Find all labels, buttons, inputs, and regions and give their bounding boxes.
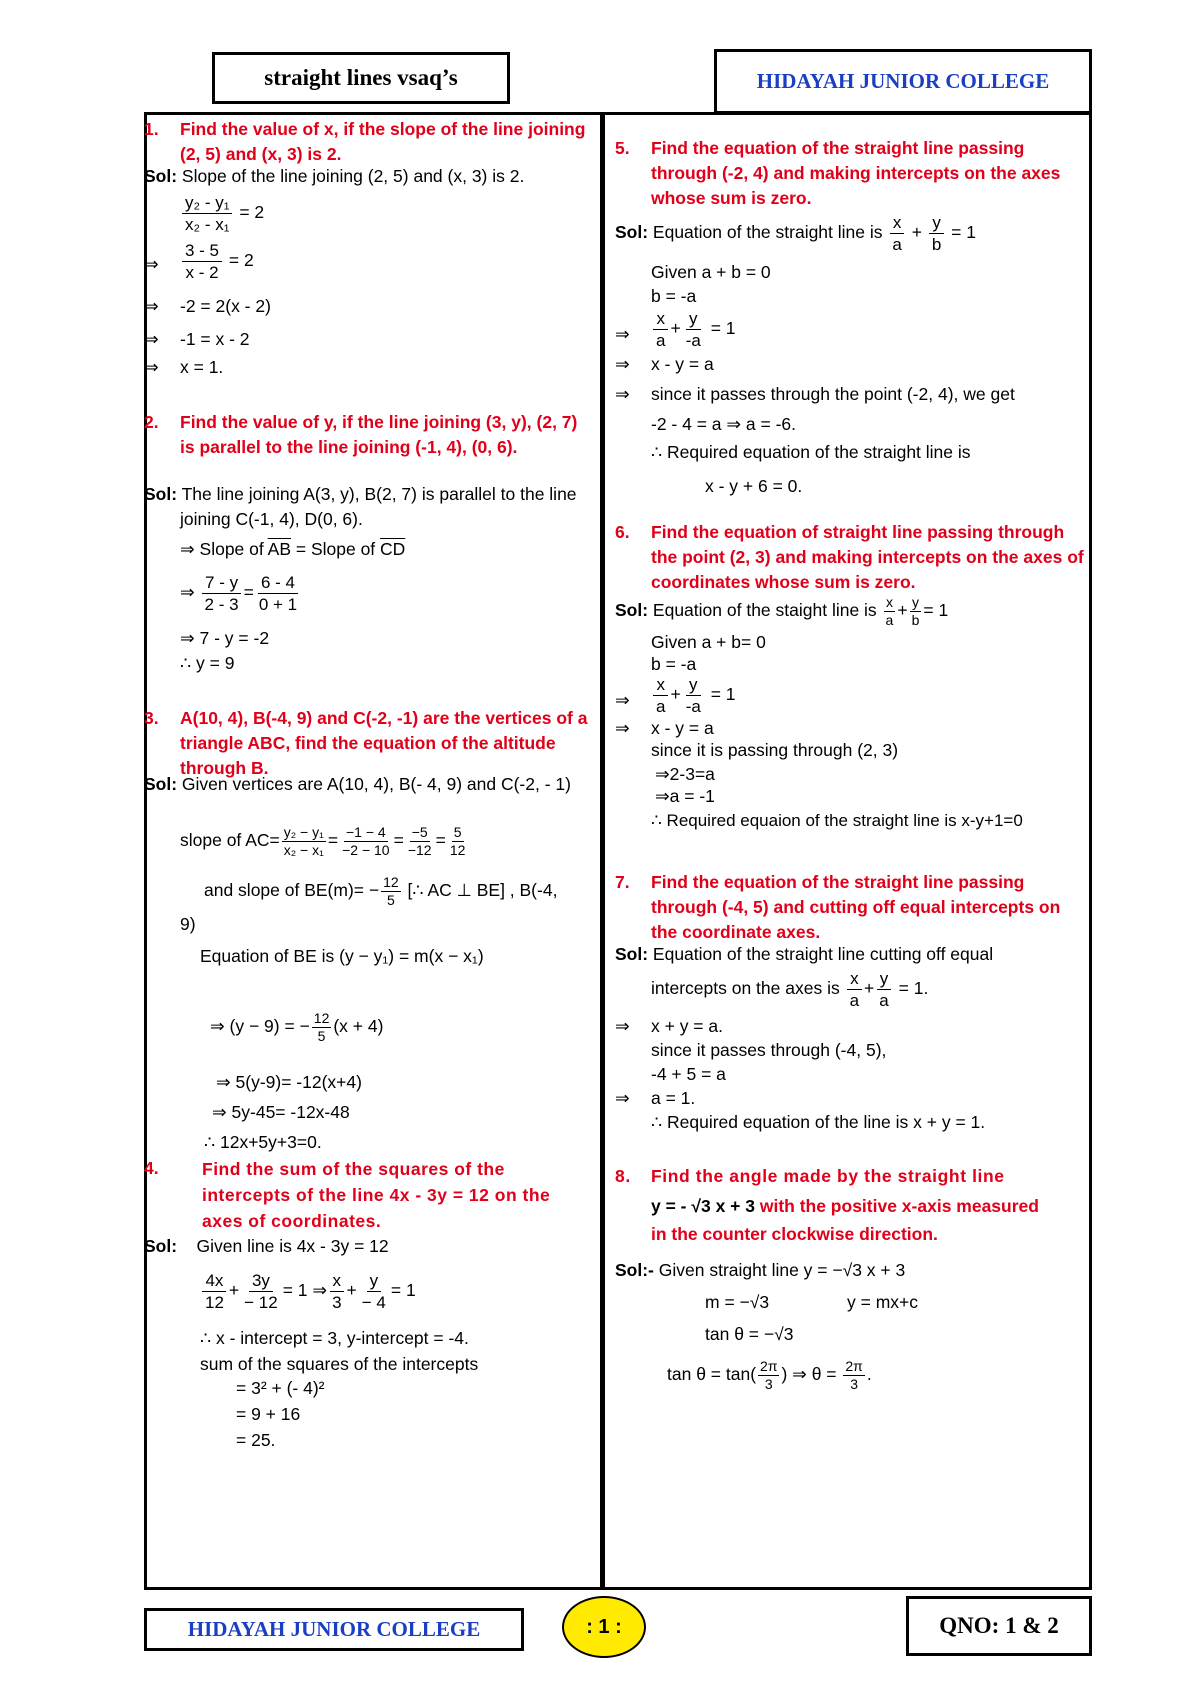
final-answer: ∴ Required equation of the line is x + y = 1. [651, 1112, 986, 1132]
question-3-text: A(10, 4), B(-4, 9) and C(-2, -1) are the vertices of a triangle ABC, find the equation of the altitude through B. [180, 708, 588, 778]
college-name-footer: HIDAYAH JUNIOR COLLEGE [144, 1608, 524, 1651]
step-line: x - y = a [651, 354, 714, 374]
step-line: ⇒ 7 - y = -2 [180, 628, 270, 648]
page-title: straight lines vsaq’s [212, 52, 510, 104]
intercept-substitution: $\frac{x}{a}$ + $\frac{y}{-a}$ = 1 [651, 308, 736, 351]
solution-2-intro: Sol: The line joining A(3, y), B(2, 7) is parallel to the line joining C(-1, 4), D(0, 6). [144, 484, 577, 529]
solution-7-intro: Sol: Equation of the straight line cutting off equal [615, 944, 994, 964]
step-line: = 3² + (- 4)² [236, 1378, 325, 1398]
question-8-text: Find the angle made by the straight line [651, 1166, 1005, 1186]
solution-1-intro: Sol: Slope of the line joining (2, 5) and (x, 3) is 2. [144, 166, 525, 186]
intercept-substitution: $\frac{x}{a}$ + $\frac{y}{-a}$ = 1 [651, 674, 736, 717]
slope-formula: $\frac{\text{y₂ - y₁}}{\text{x₂ - x₁}}$ = 2 [180, 192, 264, 235]
step-line: ∴ y = 9 [180, 653, 235, 673]
implies-arrow: ⇒ [144, 254, 159, 274]
step-line: sum of the squares of the intercepts [200, 1354, 479, 1374]
question-7-text: Find the equation of the straight line passing through (-4, 5) and cutting off equal intercepts on the coordinate axes. [651, 872, 1061, 942]
step-line: since it passes through the point (-2, 4), we get [651, 384, 1015, 404]
slope-m: m = −√3 [705, 1292, 770, 1312]
step-line: x - y = a [651, 718, 714, 738]
final-answer: ∴ Required equaion of the straight line is x-y+1=0 [651, 811, 1023, 830]
step-line: since it is passing through (2, 3) [651, 740, 899, 760]
equal-intercept-form: intercepts on the axes is $\frac{x}{a}$ + $\frac{y}{a}$ = 1. [651, 969, 929, 1010]
implies-arrow: ⇒ [615, 718, 630, 738]
solution-4-intro: Sol: Given line is 4x - 3y = 12 [144, 1236, 389, 1256]
solution-6-intro: Sol: Equation of the staight line is $\frac{x}{a}$ + $\frac{y}{b}$ = 1 [615, 594, 949, 628]
slope-equation: ⇒ $\frac{7 - y}{2 - 3}$ = $\frac{6 - 4}{0 + 1}$ [180, 573, 298, 614]
question-4-text: Find the sum of the squares of the intercepts of the line 4x - 3y = 12 on the axes of coordinates. [202, 1159, 551, 1231]
solution-8-intro: Sol:- Given straight line y = −√3 x + 3 [615, 1260, 906, 1280]
question-number: 3. [144, 708, 159, 728]
implies-arrow: ⇒ [615, 384, 630, 404]
equation-be: Equation of BE is (y − y₁) = m(x − x₁) [200, 946, 484, 966]
question-8-equation-line: y = - √3 x + 3 with the positive x-axis measured [651, 1196, 1039, 1216]
step-line: -4 + 5 = a [651, 1064, 726, 1084]
question-8-text-cont: in the counter clockwise direction. [651, 1224, 938, 1244]
step-line: Given a + b = 0 [651, 262, 771, 282]
step-line: ⇒2-3=a [655, 764, 715, 784]
question-number: 7. [615, 872, 630, 892]
slope-ac: slope of AC= $\frac{\text{y₂ − y₁}}{\text{x₂ − x₁}}$ = $\frac{-1 - 4}{-2 - 10}$ = $\frac{-5}{-12}$ = $\frac{5}{12}$ [180, 824, 466, 858]
question-number: 6. [615, 522, 630, 542]
implies-arrow: ⇒ [144, 357, 159, 377]
implies-arrow: ⇒ [615, 324, 630, 344]
question-1-text: Find the value of x, if the slope of the line joining (2, 5) and (x, 3) is 2. [180, 119, 586, 164]
implies-arrow: ⇒ [615, 690, 630, 710]
slope-intercept-form: y = mx+c [847, 1292, 918, 1312]
final-answer: = 25. [236, 1430, 276, 1450]
implies-arrow: ⇒ [144, 329, 159, 349]
step-line: b = -a [651, 286, 697, 306]
slope-substitution: $\frac{3 - 5}{x - 2}$ = 2 [180, 240, 254, 283]
equation-be-substituted: ⇒ (y − 9) = − $\frac{12}{5}$ (x + 4) [210, 1010, 384, 1044]
implies-arrow: ⇒ [144, 296, 159, 316]
question-5-text: Find the equation of the straight line passing through (-2, 4) and making intercepts on the axes whose sum is zero. [651, 138, 1061, 208]
step-line: x + y = a. [651, 1016, 723, 1036]
step-line: x = 1. [180, 357, 224, 377]
college-name-header: HIDAYAH JUNIOR COLLEGE [714, 49, 1092, 114]
implies-arrow: ⇒ [615, 354, 630, 374]
question-number: 2. [144, 412, 159, 432]
step-line: -2 - 4 = a ⇒ a = -6. [651, 414, 797, 434]
question-number-box: QNO: 1 & 2 [906, 1596, 1092, 1656]
final-answer: x - y + 6 = 0. [705, 476, 803, 496]
step-line: ⇒ 5(y-9)= -12(x+4) [216, 1072, 362, 1092]
step-line: ⇒a = -1 [655, 786, 715, 806]
question-number: 5. [615, 138, 630, 158]
solution-3-intro: Sol: Given vertices are A(10, 4), B(- 4, 9) and C(-2, - 1) [144, 774, 571, 794]
slope-be: and slope of BE(m)= − $\frac{12}{5}$ [∴ AC ⊥ BE] , B(-4, [204, 874, 558, 908]
step-line: -1 = x - 2 [180, 329, 250, 349]
implies-arrow: ⇒ [615, 1088, 630, 1108]
step-line: b = -a [651, 654, 697, 674]
question-2-text: Find the value of y, if the line joining (3, y), (2, 7) is parallel to the line joining (-1, 4), (0, 6). [180, 412, 578, 457]
step-line: -2 = 2(x - 2) [180, 296, 271, 316]
step-line: 9) [180, 914, 196, 934]
tan-theta: tan θ = −√3 [705, 1324, 794, 1344]
final-answer: ∴ 12x+5y+3=0. [204, 1132, 322, 1152]
parallel-condition: ⇒ Slope of $\overline{AB}$ = Slope of $\overline{CD}$ [180, 539, 406, 559]
step-line: a = 1. [651, 1088, 696, 1108]
implies-arrow: ⇒ [615, 1016, 630, 1036]
step-line: since it passes through (-4, 5), [651, 1040, 887, 1060]
intercept-form: $\frac{4x}{12}$ + $\frac{3y}{- 12}$ = 1 ⇒ $\frac{x}{3}$ + $\frac{y}{- 4}$ = 1 [200, 1270, 416, 1313]
left-column [144, 112, 600, 1590]
step-line: Given a + b= 0 [651, 632, 766, 652]
question-number: 1. [144, 119, 159, 139]
step-line: ⇒ 5y-45= -12x-48 [212, 1102, 350, 1122]
page-number-badge: : 1 : [562, 1596, 646, 1658]
step-line: = 9 + 16 [236, 1404, 301, 1424]
angle-result: tan θ = tan( $\frac{2\pi}{3}$ ) ⇒ θ = $\frac{2\pi}{3}$ . [667, 1358, 872, 1392]
question-number: 8. [615, 1166, 631, 1186]
solution-5-intro: Sol: Equation of the straight line is $\frac{x}{a}$ + $\frac{y}{b}$ = 1 [615, 213, 976, 254]
question-number: 4. [144, 1158, 159, 1178]
step-line: ∴ Required equation of the straight line is [651, 442, 971, 462]
right-column [605, 112, 1092, 1590]
question-6-text: Find the equation of straight line passing through the point (2, 3) and making intercepts on the axes of coordinates whose sum is zero. [651, 522, 1084, 592]
step-line: ∴ x - intercept = 3, y-intercept = -4. [200, 1328, 469, 1348]
